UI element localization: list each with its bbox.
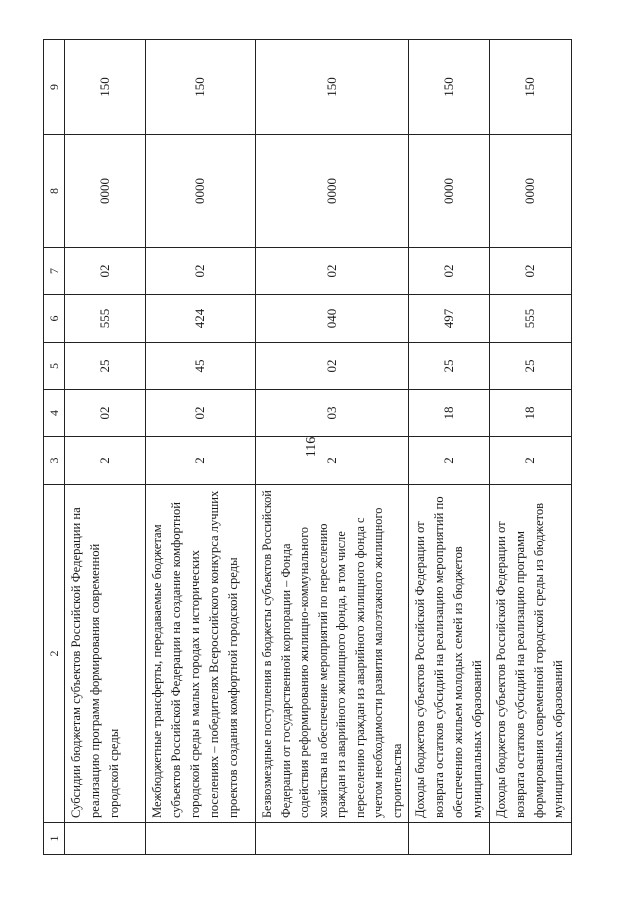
code-cell: 03 <box>256 390 409 437</box>
code-cell: 555 <box>490 295 572 343</box>
table-row <box>146 40 256 855</box>
code-cell: 18 <box>490 390 572 437</box>
table-row <box>409 40 490 855</box>
column-number: 5 <box>44 343 65 390</box>
column-number-row <box>44 40 65 855</box>
revenue-description: Доходы бюджетов субъектов Российской Федерации от возврата остатков субсидий на реализацию мероприятий по обеспечению жильем молодых семей из бюджетов муниципальных образований <box>409 485 490 823</box>
code-cell: 150 <box>65 40 146 135</box>
empty-cell <box>65 823 146 855</box>
empty-cell <box>490 823 572 855</box>
code-cell: 02 <box>409 248 490 295</box>
code-cell: 02 <box>146 248 256 295</box>
code-cell: 25 <box>409 343 490 390</box>
code-cell: 497 <box>409 295 490 343</box>
code-cell: 18 <box>409 390 490 437</box>
code-cell: 150 <box>256 40 409 135</box>
code-cell: 2 <box>65 437 146 485</box>
code-cell: 2 <box>490 437 572 485</box>
code-cell: 040 <box>256 295 409 343</box>
empty-cell <box>256 823 409 855</box>
revenue-description: Субсидии бюджетам субъектов Российской Федерации на реализацию программ формирования современной городской среды <box>65 485 146 823</box>
code-cell: 0000 <box>490 135 572 248</box>
revenue-description: Доходы бюджетов субъектов Российской Федерации от возврата остатков субсидий на реализацию программ формирования современной городской среды из бюджетов муниципальных образований <box>490 485 572 823</box>
revenue-description: Безвозмездные поступления в бюджеты субъектов Российской Федерации от государственной корпорации – Фонда содействия реформированию жилищно-коммунального хозяйства на обеспечение мероприятий по переселению граждан из аварийного жилищного фонда, в том числе переселению граждан из аварийного жилищного фонда с учетом необходимости развития малоэтажного жилищного строительства <box>256 485 409 823</box>
code-cell: 150 <box>146 40 256 135</box>
empty-cell <box>409 823 490 855</box>
column-number: 3 <box>44 437 65 485</box>
code-cell: 0000 <box>409 135 490 248</box>
column-number: 4 <box>44 390 65 437</box>
column-number: 8 <box>44 135 65 248</box>
code-cell: 02 <box>490 248 572 295</box>
code-cell: 25 <box>490 343 572 390</box>
code-cell: 02 <box>256 248 409 295</box>
code-cell: 2 <box>146 437 256 485</box>
table-row <box>65 40 146 855</box>
code-cell: 0000 <box>146 135 256 248</box>
column-number: 1 <box>44 823 65 855</box>
code-cell: 555 <box>65 295 146 343</box>
empty-cell <box>146 823 256 855</box>
code-cell: 2 <box>256 437 409 485</box>
code-cell: 02 <box>256 343 409 390</box>
table-row <box>256 40 409 855</box>
code-cell: 02 <box>65 390 146 437</box>
rotated-table-container <box>43 40 621 855</box>
column-number: 7 <box>44 248 65 295</box>
code-cell: 150 <box>409 40 490 135</box>
column-number: 2 <box>44 485 65 823</box>
budget-classification-table <box>43 39 572 855</box>
code-cell: 02 <box>146 390 256 437</box>
code-cell: 0000 <box>256 135 409 248</box>
column-number: 9 <box>44 40 65 135</box>
revenue-description: Межбюджетные трансферты, передаваемые бюджетам субъектов Российской Федерации на создание комфортной городской среды в малых городах и исторических поселениях – победителях Всероссийского конкурса лучших проектов создания комфортной городской среды <box>146 485 256 823</box>
code-cell: 45 <box>146 343 256 390</box>
code-cell: 0000 <box>65 135 146 248</box>
column-number: 6 <box>44 295 65 343</box>
code-cell: 25 <box>65 343 146 390</box>
code-cell: 02 <box>65 248 146 295</box>
page-number: 116 <box>304 436 319 458</box>
table-row <box>490 40 572 855</box>
code-cell: 2 <box>409 437 490 485</box>
code-cell: 150 <box>490 40 572 135</box>
code-cell: 424 <box>146 295 256 343</box>
